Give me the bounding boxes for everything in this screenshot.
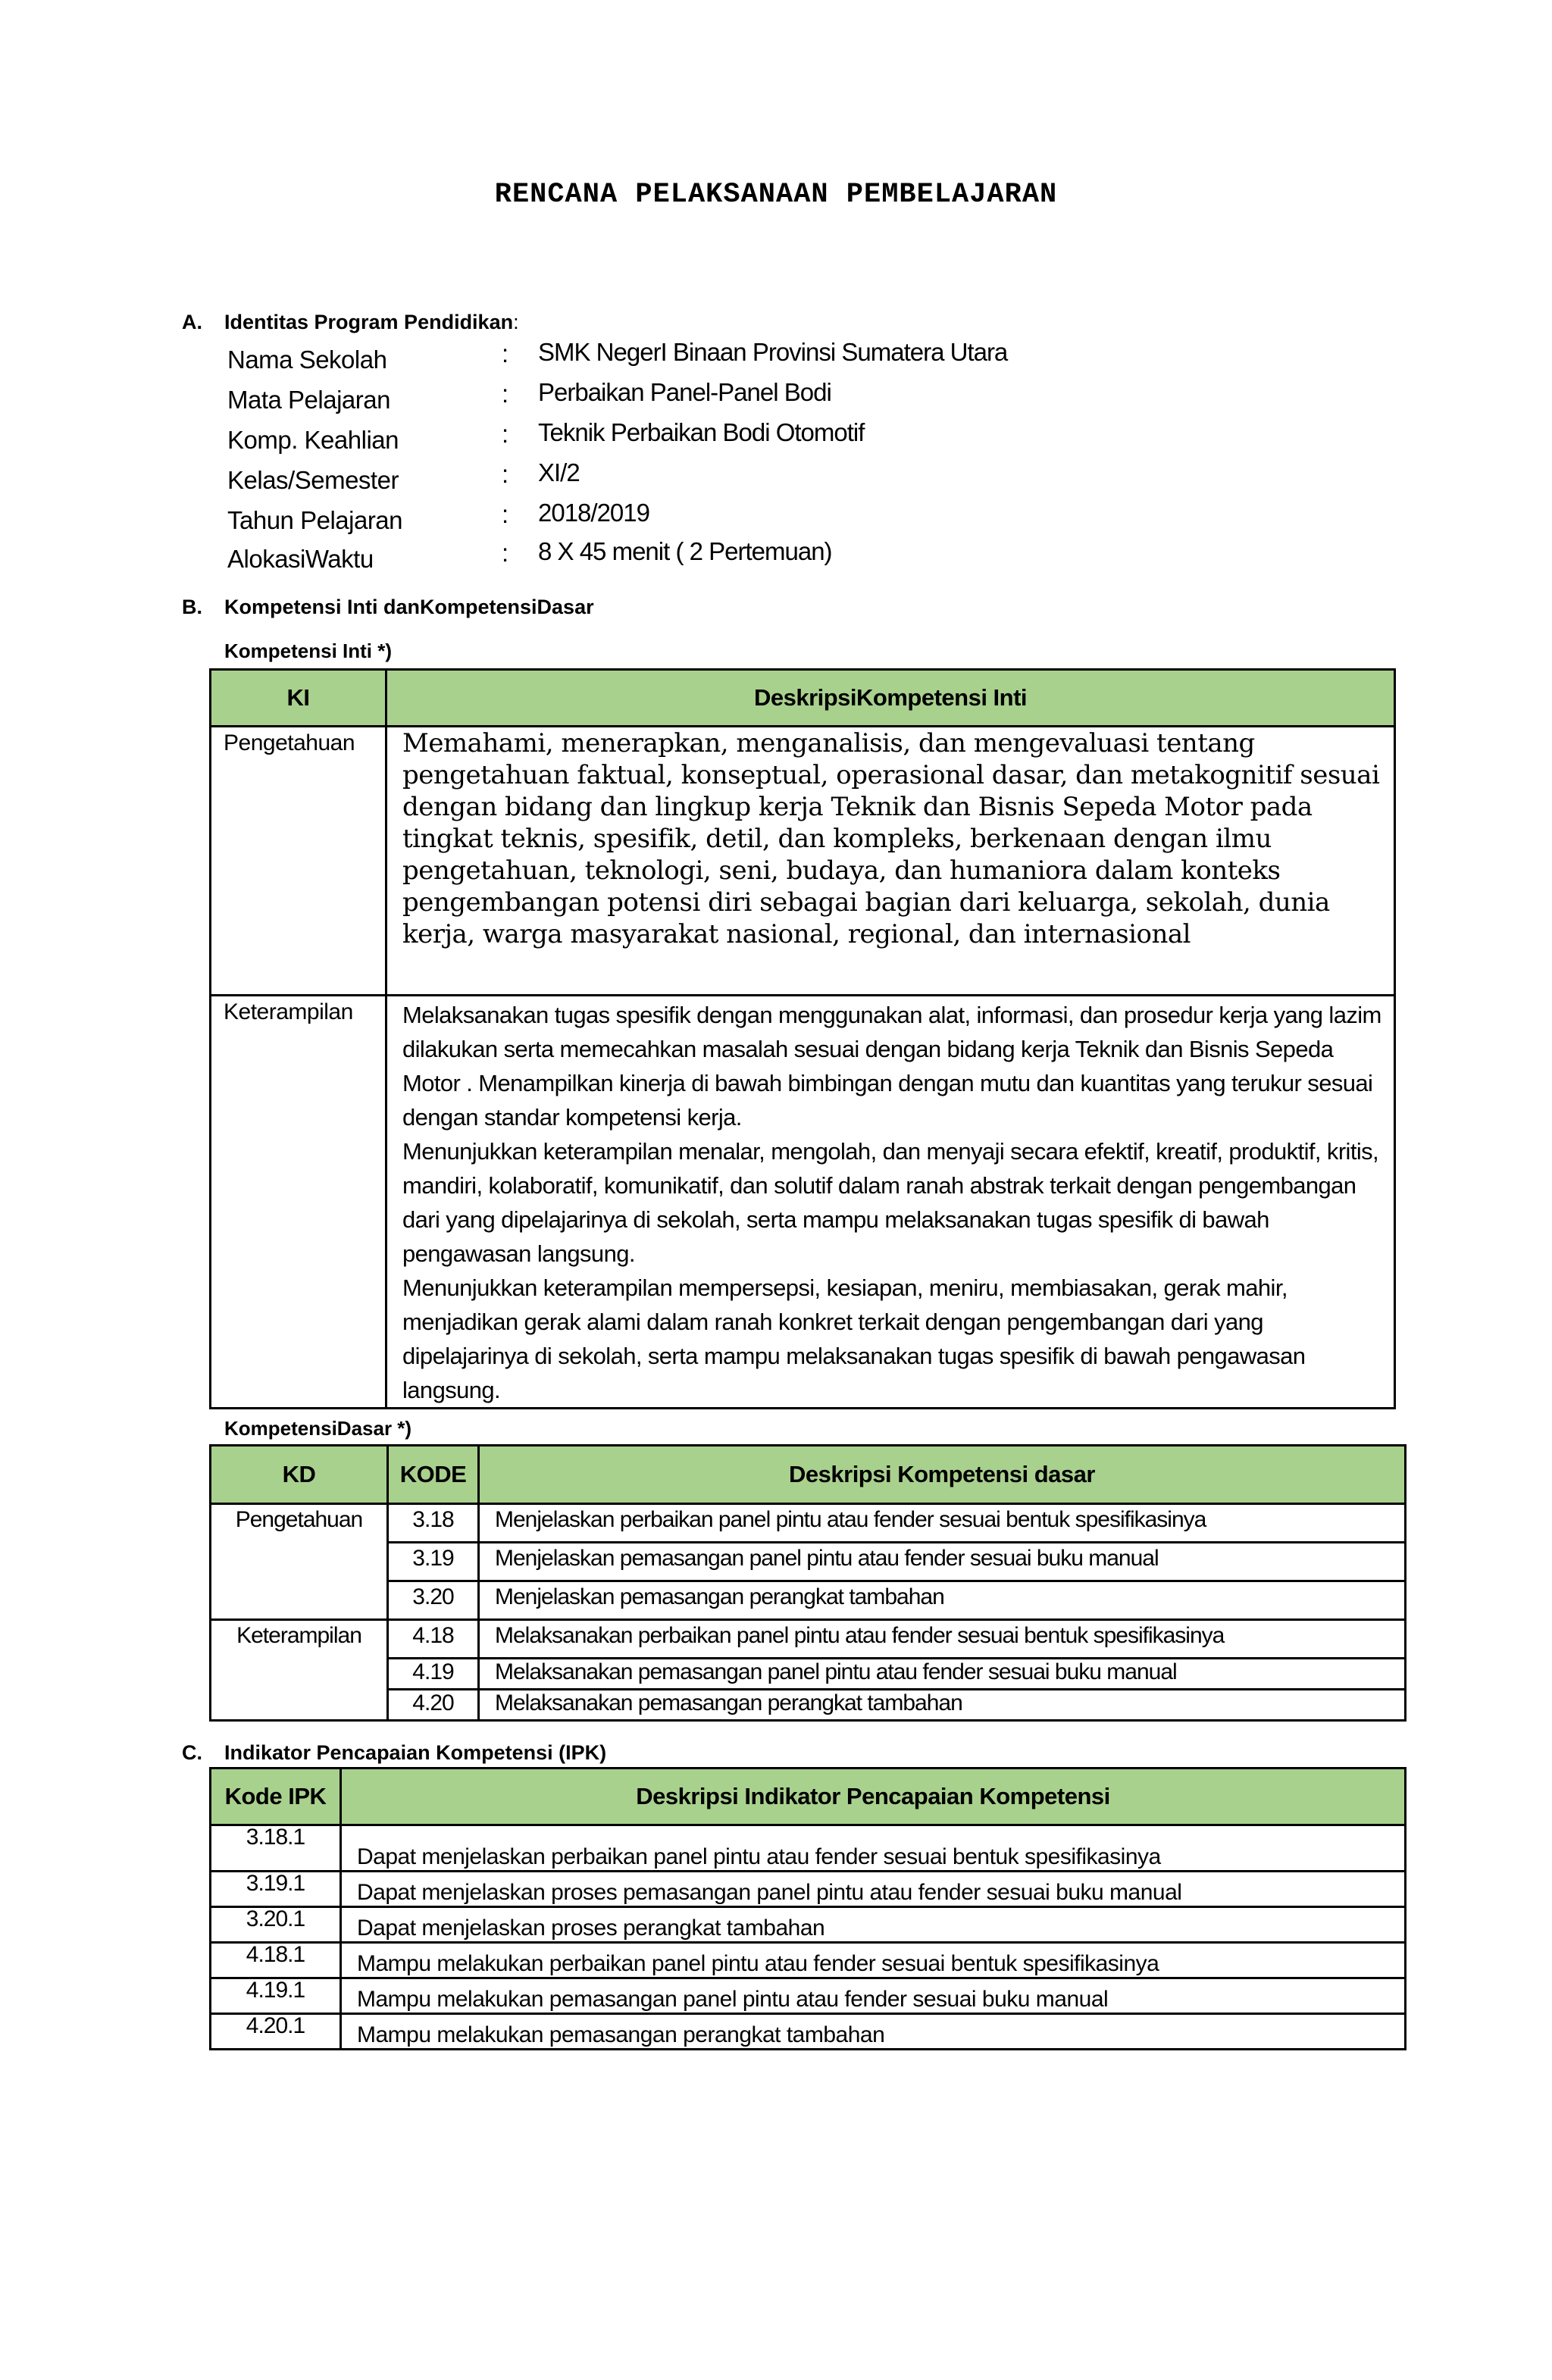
section-a-title: Identitas Program Pendidikan	[224, 311, 514, 333]
table-header-row	[211, 670, 1395, 727]
ipk-description: Mampu melakukan perbaikan panel pintu atau fender sesuai bentuk spesifikasinya	[341, 1943, 1406, 1978]
kd-category: Pengetahuan	[211, 1504, 388, 1620]
kd-description: Menjelaskan pemasangan perangkat tambahan	[479, 1581, 1406, 1620]
kd-caption: KompetensiDasar *)	[224, 1417, 412, 1440]
kd-code: 4.19	[388, 1659, 479, 1690]
identity-colon: :	[502, 460, 509, 488]
table-row	[211, 1825, 1406, 1872]
table-row	[211, 1907, 1406, 1943]
section-b-heading	[182, 596, 594, 619]
identity-colon: :	[502, 420, 509, 448]
section-a-heading	[182, 311, 519, 334]
kd-code: 3.20	[388, 1581, 479, 1620]
table-row	[211, 1543, 1406, 1581]
table-header-row	[211, 1446, 1406, 1504]
ipk-table	[209, 1767, 1406, 2050]
table-header-row	[211, 1769, 1406, 1825]
ipk-code: 3.18.1	[211, 1825, 341, 1872]
identity-value: Teknik Perbaikan Bodi Otomotif	[538, 418, 865, 446]
kd-category: Keterampilan	[211, 1620, 388, 1721]
kd-header-kode: KODE	[388, 1446, 479, 1504]
ki-header-ki: KI	[211, 670, 386, 727]
kd-description: Melaksanakan perbaikan panel pintu atau fender sesuai bentuk spesifikasinya	[479, 1620, 1406, 1659]
ipk-code: 3.19.1	[211, 1872, 341, 1907]
identity-label: Nama Sekolah	[227, 346, 387, 374]
kd-description: Melaksanakan pemasangan perangkat tambahan	[479, 1690, 1406, 1721]
kd-code: 4.18	[388, 1620, 479, 1659]
ipk-description: Dapat menjelaskan perbaikan panel pintu atau fender sesuai bentuk spesifikasinya	[341, 1825, 1406, 1872]
kd-code: 3.19	[388, 1543, 479, 1581]
ipk-description: Mampu melakukan pemasangan panel pintu atau fender sesuai buku manual	[341, 1978, 1406, 2014]
table-row	[211, 1872, 1406, 1907]
kd-code: 4.20	[388, 1690, 479, 1721]
table-row	[211, 1943, 1406, 1978]
identity-colon: :	[502, 500, 509, 528]
ipk-code: 3.20.1	[211, 1907, 341, 1943]
ki-description	[386, 996, 1395, 1409]
table-row	[211, 1690, 1406, 1721]
identity-colon: :	[502, 539, 509, 567]
ki-category: Keterampilan	[211, 996, 386, 1409]
section-c-heading	[182, 1741, 606, 1765]
ki-category: Pengetahuan	[211, 727, 386, 996]
identity-value: SMK NegerI Binaan Provinsi Sumatera Utara	[538, 338, 1008, 366]
kd-header-kd: KD	[211, 1446, 388, 1504]
section-b-letter: B.	[182, 596, 202, 618]
ki-caption: Kompetensi Inti *)	[224, 640, 393, 662]
ipk-header-description: Deskripsi Indikator Pencapaian Kompetensi	[341, 1769, 1406, 1825]
kd-header-description: Deskripsi Kompetensi dasar	[479, 1446, 1406, 1504]
ki-table	[209, 668, 1396, 1409]
section-a-colon: :	[513, 311, 519, 333]
identity-label: Mata Pelajaran	[227, 386, 390, 414]
table-row	[211, 996, 1395, 1409]
identity-colon: :	[502, 339, 509, 367]
kd-description: Menjelaskan pemasangan panel pintu atau fender sesuai buku manual	[479, 1543, 1406, 1581]
ki-paragraph: Menunjukkan keterampilan mempersepsi, kesiapan, meniru, membiasakan, gerak mahir, menjadikan gerak alami dalam ranah konkret terkait dengan pengembangan dari yang dipelajarinya di sekolah, serta mampu melaksanakan tugas spesifik di bawah pengawasan langsung.	[402, 1274, 1306, 1403]
section-c-title: Indikator Pencapaian Kompetensi (IPK)	[224, 1741, 607, 1764]
ki-paragraph: Memahami, menerapkan, menganalisis, dan mengevaluasi tentang pengetahuan faktual, konseptual, operasional dasar, dan metakognitif sesuai dengan bidang dan lingkup kerja Teknik dan Bisnis Sepeda Motor pada tingkat teknis, spesifik, detil, dan kompleks, berkenaan dengan ilmu pengetahuan, teknologi, seni, budaya, dan humaniora dalam konteks pengembangan potensi diri sebagai bagian dari keluarga, sekolah, dunia kerja, warga masyarakat nasional, regional, dan internasional	[402, 728, 1380, 949]
section-c-letter: C.	[182, 1741, 202, 1764]
kd-description: Menjelaskan perbaikan panel pintu atau fender sesuai bentuk spesifikasinya	[479, 1504, 1406, 1543]
page-title: RENCANA PELAKSANAAN PEMBELAJARAN	[494, 179, 1058, 211]
ki-paragraph: Menunjukkan keterampilan menalar, mengolah, dan menyaji secara efektif, kreatif, produktif, kritis, mandiri, kolaboratif, komunikatif, dan solutif dalam ranah abstrak terkait dengan pengembangan dari yang dipelajarinya di sekolah, serta mampu melaksanakan tugas spesifik di bawah pengawasan langsung.	[402, 1138, 1379, 1267]
ipk-code: 4.18.1	[211, 1943, 341, 1978]
table-row	[211, 1581, 1406, 1620]
kd-table	[209, 1444, 1406, 1722]
kd-code: 3.18	[388, 1504, 479, 1543]
section-a-letter: A.	[182, 311, 202, 333]
ki-header-description: DeskripsiKompetensi Inti	[386, 670, 1395, 727]
ipk-header-code: Kode IPK	[211, 1769, 341, 1825]
table-row	[211, 1978, 1406, 2014]
ipk-description: Mampu melakukan pemasangan perangkat tambahan	[341, 2014, 1406, 2050]
identity-label: Kelas/Semester	[227, 466, 399, 494]
kd-description: Melaksanakan pemasangan panel pintu atau fender sesuai buku manual	[479, 1659, 1406, 1690]
section-b-title: Kompetensi Inti danKompetensiDasar	[224, 596, 594, 618]
table-row	[211, 1504, 1406, 1543]
ki-paragraph: Melaksanakan tugas spesifik dengan menggunakan alat, informasi, dan prosedur kerja yang lazim dilakukan serta memecahkan masalah sesuai dengan bidang kerja Teknik dan Bisnis Sepeda Motor . Menampilkan kinerja di bawah bimbingan dengan mutu dan kuantitas yang terukur sesuai dengan standar kompetensi kerja.	[402, 1002, 1381, 1131]
identity-label: AlokasiWaktu	[227, 545, 374, 573]
table-row	[211, 1659, 1406, 1690]
identity-value: 8 X 45 menit ( 2 Pertemuan)	[538, 537, 832, 565]
identity-value: Perbaikan Panel-Panel Bodi	[538, 378, 831, 406]
ipk-description: Dapat menjelaskan proses pemasangan panel pintu atau fender sesuai buku manual	[341, 1872, 1406, 1907]
ipk-description: Dapat menjelaskan proses perangkat tambahan	[341, 1907, 1406, 1943]
ki-description	[386, 727, 1395, 996]
ipk-code: 4.19.1	[211, 1978, 341, 2014]
table-row	[211, 2014, 1406, 2050]
identity-value: XI/2	[538, 458, 580, 486]
identity-value: 2018/2019	[538, 499, 649, 527]
ipk-code: 4.20.1	[211, 2014, 341, 2050]
identity-label: Komp. Keahlian	[227, 426, 399, 454]
identity-label: Tahun Pelajaran	[227, 506, 403, 534]
identity-colon: :	[502, 380, 509, 408]
table-row	[211, 727, 1395, 996]
table-row	[211, 1620, 1406, 1659]
